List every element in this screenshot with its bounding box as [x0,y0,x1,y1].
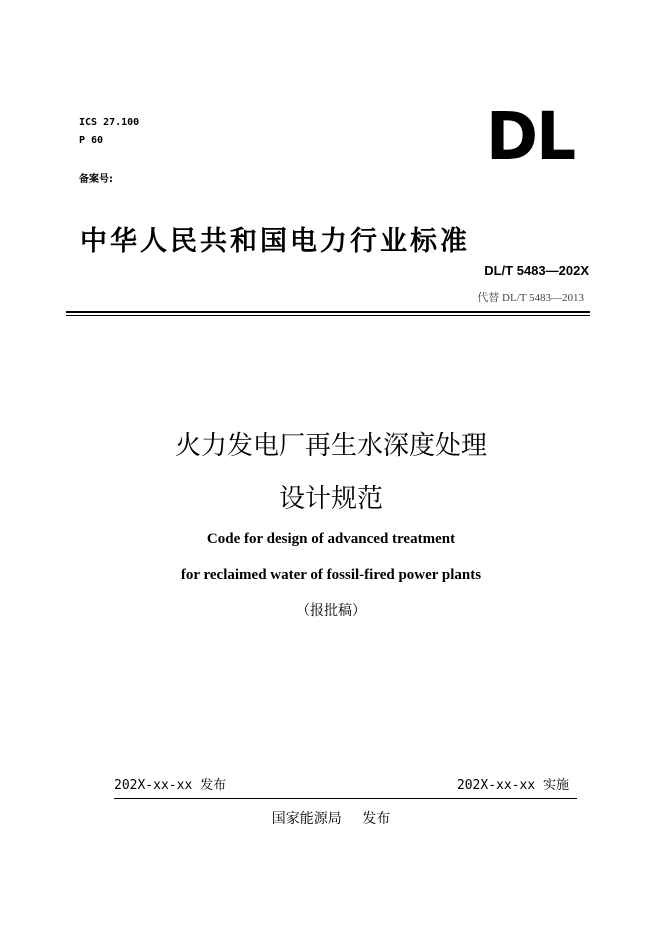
dl-logo: DL [486,98,575,175]
english-title-line-1: Code for design of advanced treatment [206,531,456,547]
record-number-label: 备案号: [79,174,113,185]
issuing-authority: 国家能源局 发布 [271,811,391,827]
chinese-title-line-1: 火力发电厂再生水深度处理 [174,431,487,461]
header-divider-thin [66,315,590,316]
issue-date: 202X-xx-xx 发布 [114,778,227,793]
implementation-date: 202X-xx-xx 实施 [456,778,569,793]
english-title-line-2: for reclaimed water of fossil-fired power plants [180,567,482,583]
footer-divider [114,798,577,799]
standard-title: 中华人民共和国电力行业标准 [80,226,470,257]
draft-status: （报批稿） [296,603,366,619]
header-divider-thick [66,311,590,313]
standard-number: DL/T 5483—202X [484,263,589,278]
ics-code: ICS 27.100 [79,117,140,128]
chinese-title-line-2: 设计规范 [278,484,383,514]
classification-code: P 60 [79,135,104,146]
replaces-standard: 代替 DL/T 5483—2013 [477,292,584,304]
